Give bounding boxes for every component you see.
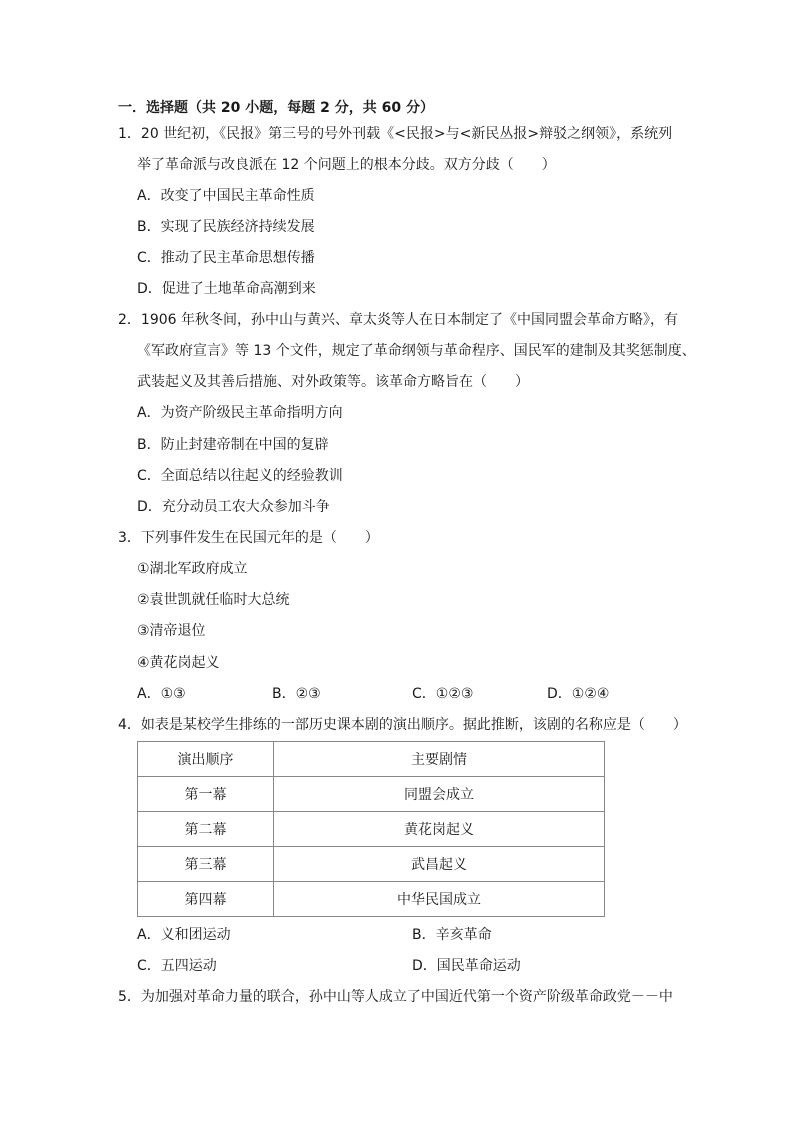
question-4-option-c[interactable]: C．五四运动 <box>137 958 217 974</box>
question-3-item-4: ④黄花岗起义 <box>137 655 220 671</box>
question-2-option-c[interactable]: C．全面总结以往起义的经验教训 <box>137 468 343 484</box>
question-3-option-a[interactable]: A．①③ <box>137 686 186 702</box>
question-3-option-d[interactable]: D．①②④ <box>547 686 610 702</box>
question-2-line-2: 《军政府宣言》等 13 个文件，规定了革命纲领与革命程序、国民军的建制及其奖惩制度、 <box>137 343 696 359</box>
table-row <box>138 847 605 882</box>
table-cell: 第二幕 <box>138 812 274 847</box>
table-row <box>138 882 605 917</box>
table-header-row <box>138 742 605 777</box>
table-row <box>138 812 605 847</box>
question-4-option-a[interactable]: A．义和团运动 <box>137 927 231 943</box>
table-cell: 第四幕 <box>138 882 274 917</box>
table-cell: 武昌起义 <box>274 847 605 882</box>
table-cell: 黄花岗起义 <box>274 812 605 847</box>
question-2-option-a[interactable]: A．为资产阶级民主革命指明方向 <box>137 405 343 421</box>
question-2-option-d[interactable]: D．充分动员工农大众参加斗争 <box>137 499 330 515</box>
question-4-option-b[interactable]: B．辛亥革命 <box>412 927 492 943</box>
question-2-option-b[interactable]: B．防止封建帝制在中国的复辟 <box>137 437 329 453</box>
section-title: 一．选择题（共 20 小题，每题 2 分，共 60 分） <box>118 100 434 116</box>
table-cell: 第一幕 <box>138 777 274 812</box>
question-3-option-c[interactable]: C．①②③ <box>412 686 474 702</box>
question-1-line-2: 举了革命派与改良派在 12 个问题上的根本分歧。双方分歧（ ） <box>137 157 556 173</box>
table-cell: 中华民国成立 <box>274 882 605 917</box>
table-cell: 同盟会成立 <box>274 777 605 812</box>
performance-order-table <box>137 741 605 917</box>
table-row <box>138 777 605 812</box>
question-3-item-1: ①湖北军政府成立 <box>137 561 248 577</box>
question-1-option-a[interactable]: A．改变了中国民主革命性质 <box>137 188 315 204</box>
table-header-plot: 主要剧情 <box>274 742 605 777</box>
question-1-option-c[interactable]: C．推动了民主革命思想传播 <box>137 250 315 266</box>
question-4-line-1: 4．如表是某校学生排练的一部历史课本剧的演出顺序。据此推断，该剧的名称应是（ ） <box>118 717 687 733</box>
question-4-option-d[interactable]: D．国民革命运动 <box>412 958 521 974</box>
question-3-item-3: ③清帝退位 <box>137 623 206 639</box>
question-1-option-d[interactable]: D．促进了土地革命高潮到来 <box>137 281 316 297</box>
table-cell: 第三幕 <box>138 847 274 882</box>
question-2-line-3: 武装起义及其善后措施、对外政策等。该革命方略旨在（ ） <box>137 374 529 390</box>
question-3-line-1: 3．下列事件发生在民国元年的是（ ） <box>118 530 379 546</box>
question-1-option-b[interactable]: B．实现了民族经济持续发展 <box>137 219 315 235</box>
question-5-line-1: 5．为加强对革命力量的联合，孙中山等人成立了中国近代第一个资产阶级革命政党－－中 <box>118 989 673 1005</box>
question-1-line-1: 1．20 世纪初，《民报》第三号的号外刊载《<民报>与<新民丛报>辩驳之纲领》，系统列 <box>118 126 673 142</box>
question-3-item-2: ②袁世凯就任临时大总统 <box>137 592 290 608</box>
table-header-order: 演出顺序 <box>138 742 274 777</box>
question-2-line-1: 2．1906 年秋冬间，孙中山与黄兴、章太炎等人在日本制定了《中国同盟会革命方略》，有 <box>118 312 678 328</box>
question-3-option-b[interactable]: B．②③ <box>272 686 321 702</box>
